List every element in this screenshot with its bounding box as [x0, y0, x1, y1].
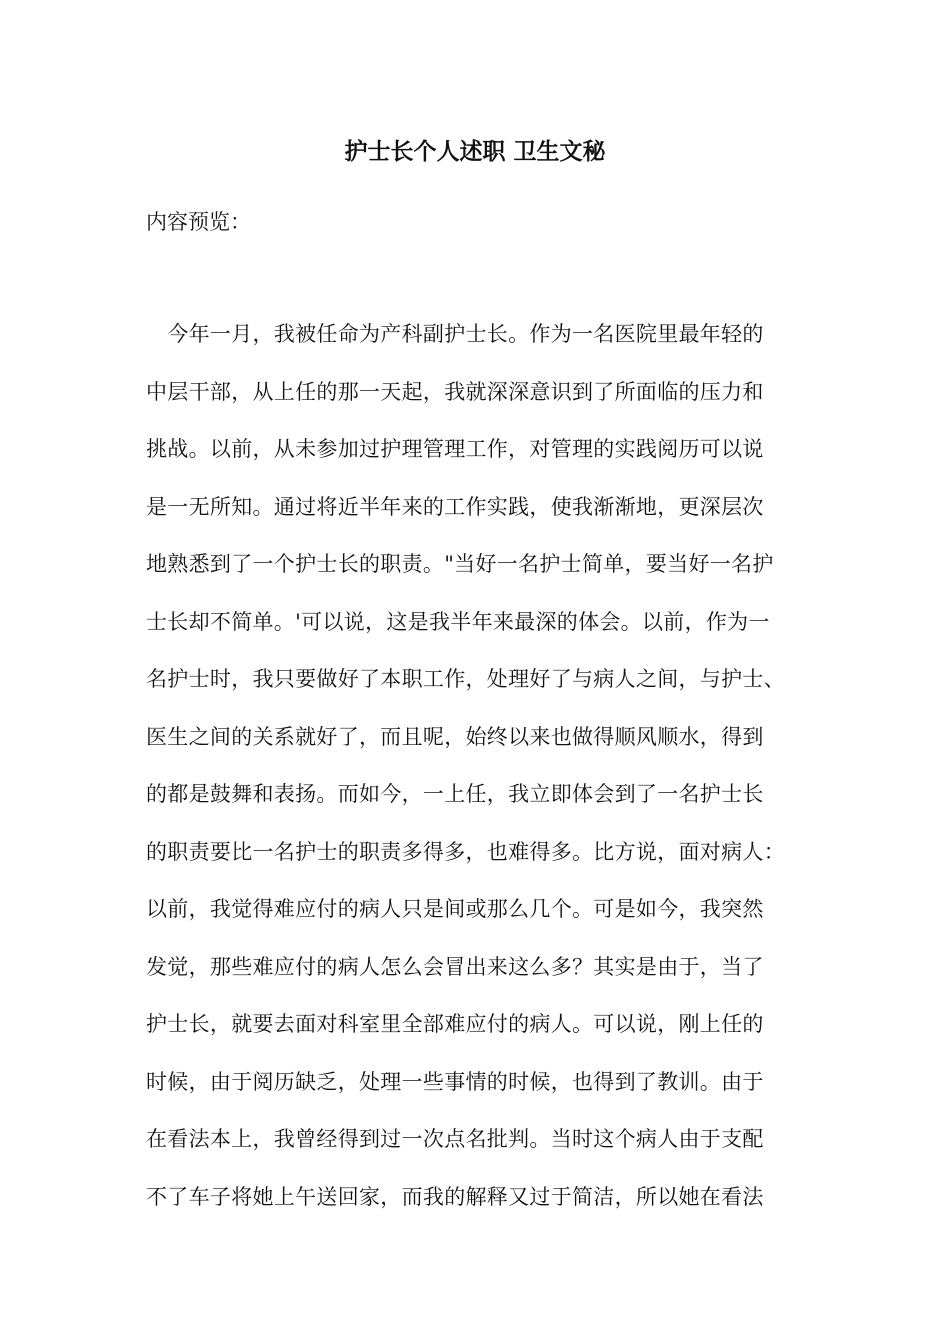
- body-line: 发觉，那些难应付的病人怎么会冒出来这么多？其实是由于，当了: [146, 954, 764, 979]
- body-line: 以前，我觉得难应付的病人只是间或那么几个。可是如今，我突然: [146, 897, 764, 921]
- document-title: 护士长个人述职 卫生文秘: [344, 138, 606, 165]
- body-line: 不了车子将她上午送回家，而我的解释又过于简洁，所以她在看法: [146, 1184, 764, 1209]
- document-body: [146, 316, 846, 1236]
- body-line: 挑战。以前，从未参加过护理管理工作，对管理的实践阅历可以说: [146, 437, 764, 461]
- body-line: 医生之间的关系就好了，而且呢，始终以来也做得顺风顺水，得到: [146, 724, 764, 749]
- body-line: 护士长，就要去面对科室里全部难应付的病人。可以说，刚上任的: [146, 1012, 764, 1036]
- body-line: 是一无所知。通过将近半年来的工作实践，使我渐渐地，更深层次: [146, 494, 764, 519]
- body-line: 的职责要比一名护士的职责多得多，也难得多。比方说，面对病人：: [146, 839, 785, 864]
- body-line: 时候，由于阅历缺乏，处理一些事情的时候，也得到了教训。由于: [146, 1069, 764, 1094]
- body-line: 的都是鼓舞和表扬。而如今，一上任，我立即体会到了一名护士长: [146, 782, 764, 806]
- content-preview-label: 内容预览：: [146, 210, 251, 234]
- body-line: 士长却不简单。'可以说，这是我半年来最深的体会。以前，作为一: [146, 609, 770, 634]
- body-line: 中层干部，从上任的那一天起，我就深深意识到了所面临的压力和: [146, 379, 764, 404]
- body-line: 在看法本上，我曾经得到过一次点名批判。当时这个病人由于支配: [146, 1127, 764, 1151]
- body-line: 名护士时，我只要做好了本职工作，处理好了与病人之间，与护士、: [146, 667, 785, 691]
- body-line: 今年一月，我被任命为产科副护士长。作为一名医院里最年轻的: [146, 322, 764, 346]
- body-line: 地熟悉到了一个护士长的职责。"当好一名护士简单，要当好一名护: [146, 552, 774, 576]
